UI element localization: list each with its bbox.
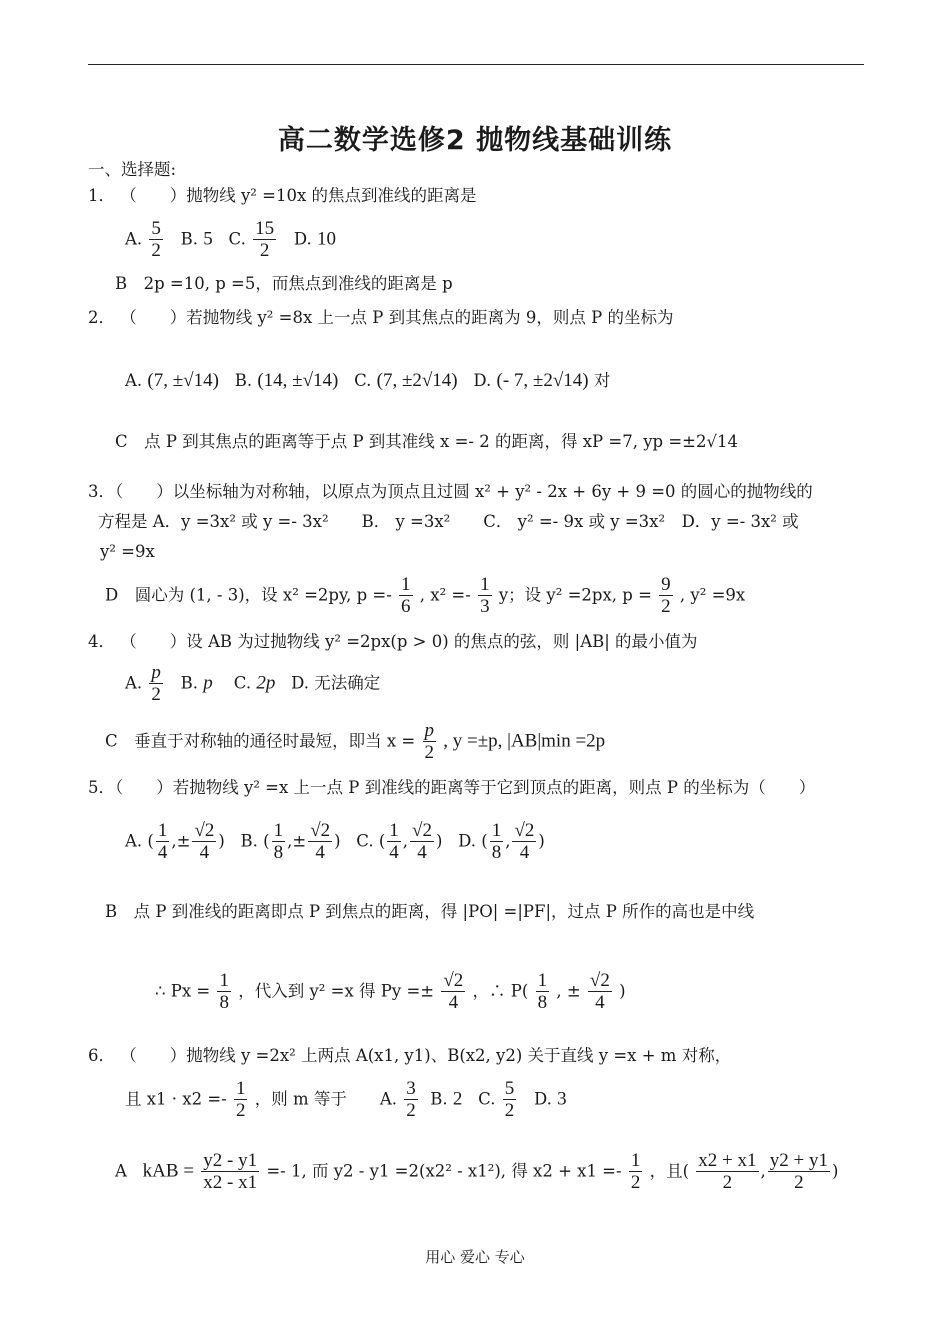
q5-option-a-label: A. bbox=[125, 831, 143, 851]
q5-answer2-fraction-2: $\frac{√2}{4}$ bbox=[443, 970, 464, 1014]
page-title: 高二数学选修2 抛物线基础训练 bbox=[277, 125, 673, 156]
q1-option-b-value: 5 bbox=[203, 228, 213, 250]
q2-answer: C 点 P 到其焦点的距离等于点 P 到其准线 x =- 2 的距离，得 xP =7, yp =±2√14 bbox=[115, 432, 738, 451]
q2-option-b-value: (14, ±√14) bbox=[257, 370, 339, 391]
q4-stem: 4． （ ）设 AB 为过抛物线 y² =2px(p > 0) 的焦点的弦，则 |AB| 的最小值为 bbox=[88, 632, 698, 651]
q6-line2-part2: ，则 m 等于 A. bbox=[254, 1089, 398, 1109]
q5-answer2-part1: ∴ Px = bbox=[155, 981, 211, 1001]
q5-answer2-fraction-3: $\frac{1}{8}$ bbox=[537, 970, 548, 1014]
q3-line3: y² =9x bbox=[100, 542, 155, 561]
q4-answer-fraction: $\frac{p}{2}$ bbox=[424, 720, 434, 764]
q5-options: A. ( $\frac{1}{4}$ ,± $\frac{√2}{4}$ ) B. ( $\frac{1}{8}$ ,± $\frac{√2}{4}$ ) C. ( $\frac{1}{4}$ , $\frac{√2}{4}$ ) D. ( $\frac{1}{8}$ , $\frac{√2}{4}$ ) bbox=[125, 820, 545, 864]
q3-line1: 3．（ ）以坐标轴为对称轴，以原点为顶点且过圆 x² + y² - 2x + 6y + 9 =0 的圆心的抛物线的 bbox=[88, 482, 813, 501]
q2-option-b-label: B. bbox=[234, 371, 253, 390]
q6-option-d-label: D. bbox=[533, 1089, 552, 1109]
q5-option-a-x: $\frac{1}{4}$ bbox=[157, 820, 168, 864]
q5-option-d-y: $\frac{√2}{4}$ bbox=[514, 820, 535, 864]
q6-answer-mid-x: $\frac{x2 + x1}{2}$ bbox=[698, 1150, 757, 1194]
q3-answer-part4: , y² =9x bbox=[679, 585, 746, 605]
q6-line2-fraction: $\frac{1}{2}$ bbox=[235, 1078, 246, 1122]
q4-option-a-label: A. bbox=[125, 673, 143, 693]
q5-option-b-x: $\frac{1}{8}$ bbox=[273, 820, 284, 864]
q4-answer-part1: C 垂直于对称轴的通径时最短，即当 x = bbox=[105, 731, 416, 751]
q6-answer-slope-fraction: $\frac{y2 - y1}{x2 - x1}$ bbox=[203, 1150, 258, 1194]
q5-answer: B 点 P 到准线的距离即点 P 到焦点的距离，得 |PO| =|PF|，过点 P 所作的高也是中线 bbox=[105, 902, 755, 921]
q3-fraction-1: $\frac{1}{6}$ bbox=[401, 574, 411, 618]
q6-stem: 6． （ ）抛物线 y =2x² 上两点 A(x1, y1)、B(x2, y2) 关于直线 y =x + m 对称， bbox=[88, 1046, 732, 1065]
section-heading: 一、选择题: bbox=[88, 160, 177, 179]
q2-option-c-value: (7, ±2√14) bbox=[376, 370, 458, 391]
q6-answer-close: ) bbox=[831, 1161, 839, 1181]
q3-answer bbox=[105, 574, 745, 618]
q1-option-d-value: 10 bbox=[316, 228, 336, 250]
top-rule bbox=[88, 64, 864, 65]
q2-tail: 对 bbox=[593, 371, 611, 390]
q3-line2: 方程是 A．y =3x² 或 y =- 3x² B． y =3x² C． y² =- 9x 或 y =3x² D．y =- 3x² 或 bbox=[98, 512, 799, 531]
q2-option-a-value: (7, ±√14) bbox=[147, 370, 219, 391]
q2-stem: 2． （ ）若抛物线 y² =8x 上一点 P 到其焦点的距离为 9，则点 P 的坐标为 bbox=[88, 308, 674, 327]
q6-answer-k: kAB = bbox=[142, 1160, 195, 1182]
q1-options bbox=[125, 218, 336, 262]
q3-answer-part2: , x² =- bbox=[419, 585, 471, 605]
q5-option-b-y: $\frac{√2}{4}$ bbox=[310, 820, 331, 864]
q4-option-d-value: 无法确定 bbox=[314, 673, 381, 693]
q6-option-b-value: 2 bbox=[452, 1088, 463, 1110]
q5-option-c-y: $\frac{√2}{4}$ bbox=[412, 820, 432, 864]
q2-option-d-label: D. bbox=[473, 371, 492, 390]
q6-answer-mid-y: $\frac{y2 + y1}{2}$ bbox=[769, 1150, 828, 1194]
q5-answer2-part2: ，代入到 y² =x 得 Py =± bbox=[238, 981, 435, 1001]
q5-option-c-x: $\frac{1}{4}$ bbox=[389, 820, 399, 864]
q5-option-d-label: D. bbox=[458, 831, 477, 851]
q5-answer-line2 bbox=[155, 970, 626, 1014]
q6-option-a-fraction: $\frac{3}{2}$ bbox=[406, 1078, 416, 1122]
q1-stem: 1． （ ）抛物线 y² =10x 的焦点到准线的距离是 bbox=[88, 186, 477, 205]
q5-option-a-y: $\frac{√2}{4}$ bbox=[194, 820, 215, 864]
q5-option-c-label: C. bbox=[356, 831, 374, 851]
q4-option-b-value: p bbox=[203, 672, 213, 694]
q2-option-d-value: (- 7, ±2√14) bbox=[496, 370, 589, 391]
q1-option-a-fraction: $\frac{5}{2}$ bbox=[151, 218, 161, 262]
q6-answer: A kAB = $\frac{y2 - y1}{x2 - x1}$ =- 1, 而 y2 - y1 =2(x2² - x1²), 得 x2 + x1 =- $\frac{1}{2}$ ，且( $\frac{x2 + x1}{2}$ , $\frac{y2 + y1}{2}$ ) bbox=[115, 1150, 839, 1194]
q4-option-a-fraction: $\frac{p}{2}$ bbox=[151, 662, 161, 706]
q6-answer-fraction: $\frac{1}{2}$ bbox=[630, 1150, 641, 1194]
q3-answer-part1: D 圆心为 (1, - 3)，设 x² =2py, p =- bbox=[105, 585, 392, 605]
q3-answer-part3: y；设 y² =2px, p = bbox=[498, 585, 652, 605]
q5-option-d-x: $\frac{1}{8}$ bbox=[491, 820, 502, 864]
q6-option-b-label: B. bbox=[430, 1089, 448, 1109]
q1-option-c-fraction: $\frac{15}{2}$ bbox=[255, 218, 275, 262]
q6-line2 bbox=[125, 1078, 567, 1122]
q1-option-c-label: C. bbox=[228, 229, 246, 249]
q2-option-a-label: A. bbox=[125, 371, 143, 390]
q5-option-b-label: B. bbox=[240, 831, 258, 851]
q4-options bbox=[125, 662, 380, 706]
q5-stem: 5．（ ）若抛物线 y² =x 上一点 P 到准线的距离等于它到顶点的距离，则点 P 的坐标为（ ） bbox=[88, 778, 816, 797]
q5-answer2-fraction-1: $\frac{1}{8}$ bbox=[219, 970, 229, 1014]
q1-option-b-label: B. bbox=[180, 229, 199, 249]
q1-answer: B 2p =10, p =5，而焦点到准线的距离是 p bbox=[115, 274, 453, 293]
q4-option-b-label: B. bbox=[180, 673, 199, 693]
q2-option-c-label: C. bbox=[354, 371, 372, 390]
q5-answer2-part3: ，∴ P( bbox=[472, 981, 529, 1001]
q4-answer-part2: , y =±p, |AB|min =2p bbox=[443, 730, 606, 752]
q4-option-c-value: 2p bbox=[256, 672, 276, 694]
q1-option-d-label: D. bbox=[293, 229, 312, 249]
q3-fraction-2: $\frac{1}{3}$ bbox=[480, 574, 490, 618]
q6-answer-mid: =- 1, 而 y2 - y1 =2(x2² - x1²), 得 x2 + x1 =- bbox=[266, 1161, 622, 1181]
q6-option-c-label: C. bbox=[478, 1089, 496, 1109]
q5-answer2-fraction-4: $\frac{√2}{4}$ bbox=[589, 970, 610, 1014]
q5-option-b-pm: ± bbox=[292, 831, 307, 851]
q6-option-d-value: 3 bbox=[557, 1088, 567, 1110]
q6-line2-part1: 且 x1 · x2 =- bbox=[125, 1089, 227, 1109]
q3-fraction-3: $\frac{9}{2}$ bbox=[661, 574, 671, 618]
q4-option-c-label: C. bbox=[233, 673, 252, 693]
q6-option-c-fraction: $\frac{5}{2}$ bbox=[504, 1078, 515, 1122]
q4-answer bbox=[105, 720, 605, 764]
q5-answer2-part5: ) bbox=[619, 981, 626, 1001]
q2-options bbox=[125, 370, 610, 393]
q5-answer2-part4: , ± bbox=[556, 981, 581, 1001]
q4-option-d-label: D. bbox=[291, 673, 309, 693]
page-footer: 用心 爱心 专心 bbox=[425, 1248, 525, 1266]
q6-answer-label: A bbox=[115, 1161, 127, 1181]
q6-answer-tail: ，且( bbox=[649, 1161, 690, 1181]
q1-option-a-label: A. bbox=[125, 229, 143, 249]
q5-option-a-pm: ± bbox=[176, 831, 191, 851]
